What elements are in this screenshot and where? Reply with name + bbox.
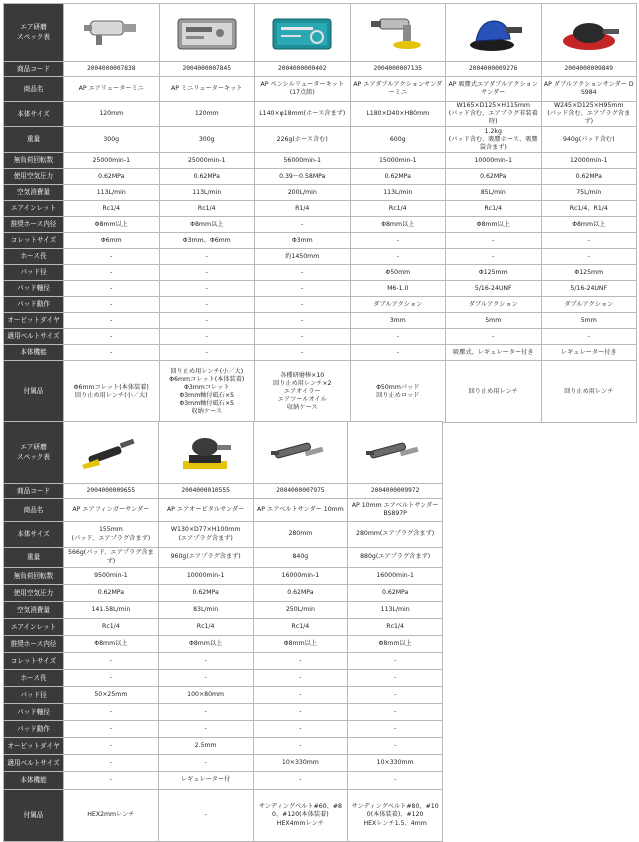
row-label: エアインレット bbox=[4, 201, 64, 217]
table-cell: 2004000009972 bbox=[348, 484, 443, 499]
table-cell: 566g(パッド、エアプラグ含まず) bbox=[64, 548, 159, 568]
table-row bbox=[4, 233, 637, 249]
belt-sander-icon bbox=[350, 431, 440, 475]
table-corner-label: エア研磨 スペック表 bbox=[4, 4, 64, 62]
table-row bbox=[4, 297, 637, 313]
table-cell: - bbox=[255, 281, 351, 297]
table-cell: - bbox=[64, 265, 160, 281]
row-label: 使用空気圧力 bbox=[4, 585, 64, 602]
table-row bbox=[4, 568, 443, 585]
table-cell: - bbox=[158, 755, 253, 772]
table-row bbox=[4, 281, 637, 297]
table-cell: 113L/min bbox=[348, 602, 443, 619]
table-cell: Rc1/4 bbox=[64, 619, 159, 636]
table-cell: 0.62MPa bbox=[64, 585, 159, 602]
row-label: パッド動作 bbox=[4, 721, 64, 738]
table-cell: Rc1/4 bbox=[158, 619, 253, 636]
blue-sander-icon bbox=[448, 11, 539, 55]
table-cell: - bbox=[446, 233, 542, 249]
table-cell: AP エアベルトサンダー 10mm bbox=[253, 499, 348, 522]
table-cell: Rc1/4 bbox=[159, 201, 255, 217]
table-cell: - bbox=[158, 704, 253, 721]
table-cell: 85L/min bbox=[446, 185, 542, 201]
table-cell: 5/16-24UNF bbox=[446, 281, 542, 297]
table-row bbox=[4, 127, 637, 153]
table-cell: - bbox=[64, 670, 159, 687]
table-cell: 0.62MPa bbox=[350, 169, 446, 185]
table-cell: Φ8mm以上 bbox=[541, 217, 637, 233]
table-cell: Φ6mm bbox=[64, 233, 160, 249]
product-image-cell bbox=[255, 4, 351, 62]
table-cell: - bbox=[158, 790, 253, 842]
table-cell: - bbox=[541, 233, 637, 249]
table-cell: Φ8mm以上 bbox=[446, 217, 542, 233]
row-label: 推奨ホース内径 bbox=[4, 217, 64, 233]
row-label: 商品コード bbox=[4, 484, 64, 499]
table-cell: AP ダブルアクションサンダー DS984 bbox=[541, 77, 637, 102]
table-cell: 16000min-1 bbox=[348, 568, 443, 585]
table-cell: 各種研磨棒×10 回り止め用レンチ×2 エアオイラー エアツールオイル 収納ケース bbox=[255, 361, 351, 423]
table-cell: - bbox=[348, 772, 443, 790]
table-cell: 83L/min bbox=[158, 602, 253, 619]
row-label: ホース長 bbox=[4, 249, 64, 265]
table-row bbox=[4, 738, 443, 755]
table-cell: 0.62MPa bbox=[446, 169, 542, 185]
table-cell: Rc1/4 bbox=[446, 201, 542, 217]
row-label: 適用ベルトサイズ bbox=[4, 329, 64, 345]
table-cell: 600g bbox=[350, 127, 446, 153]
table-cell: 5/16-24UNF bbox=[541, 281, 637, 297]
row-label: 商品名 bbox=[4, 499, 64, 522]
belt-sander-icon bbox=[256, 431, 346, 475]
table-cell: 2004000007975 bbox=[253, 484, 348, 499]
row-label: オービットダイヤ bbox=[4, 738, 64, 755]
table-cell: - bbox=[350, 329, 446, 345]
table-row bbox=[4, 548, 443, 568]
table-cell: Φ8mm以上 bbox=[64, 217, 160, 233]
table-cell: 2004000009276 bbox=[446, 62, 542, 77]
table-row bbox=[4, 670, 443, 687]
table-cell: - bbox=[348, 670, 443, 687]
table-row bbox=[4, 217, 637, 233]
table-row bbox=[4, 185, 637, 201]
table-row bbox=[4, 329, 637, 345]
table-cell: - bbox=[348, 738, 443, 755]
product-image-cell bbox=[350, 4, 446, 62]
table-cell: Φ125mm bbox=[541, 265, 637, 281]
table-cell: - bbox=[255, 265, 351, 281]
table-cell: 0.62MPa bbox=[541, 169, 637, 185]
table-cell: - bbox=[159, 329, 255, 345]
row-label: 商品コード bbox=[4, 62, 64, 77]
table-cell: - bbox=[253, 738, 348, 755]
table-cell: Φ8mm以上 bbox=[159, 217, 255, 233]
row-label: 本体サイズ bbox=[4, 522, 64, 548]
table-cell: - bbox=[64, 738, 159, 755]
table-row bbox=[4, 772, 443, 790]
table-row bbox=[4, 585, 443, 602]
table-cell: 2004000000402 bbox=[255, 62, 351, 77]
table-cell: 100×80mm bbox=[158, 687, 253, 704]
die-grinder-icon bbox=[66, 11, 157, 55]
table-cell: 880g(エアプラグ含まず) bbox=[348, 548, 443, 568]
table-cell: 960g(エアプラグ含まず) bbox=[158, 548, 253, 568]
table-cell: - bbox=[159, 297, 255, 313]
table-cell: W245×D125×H95mm (パッド含む、エアプラグ含まず) bbox=[541, 102, 637, 127]
table-cell: 1.2kg (パッド含む、吸塵ホース、吸塵袋含まず) bbox=[446, 127, 542, 153]
table-cell: - bbox=[64, 345, 160, 361]
table-cell: 120mm bbox=[159, 102, 255, 127]
table-cell: - bbox=[541, 329, 637, 345]
product-image-cell bbox=[159, 4, 255, 62]
table-cell: Φ8mm以上 bbox=[158, 636, 253, 653]
table-cell: Φ8mm以上 bbox=[253, 636, 348, 653]
table-cell: - bbox=[255, 329, 351, 345]
table-cell: - bbox=[253, 704, 348, 721]
table-cell: 2004000007135 bbox=[350, 62, 446, 77]
product-image-cell bbox=[348, 422, 443, 484]
pencil-kit-icon bbox=[257, 11, 348, 55]
table-cell: AP エアリューターミニ bbox=[64, 77, 160, 102]
table-cell: 2004000009655 bbox=[64, 484, 159, 499]
table-row bbox=[4, 619, 443, 636]
table-cell: Rc1/4 bbox=[350, 201, 446, 217]
table-cell: 5mm bbox=[541, 313, 637, 329]
table-row bbox=[4, 62, 637, 77]
table-cell: 280mm bbox=[253, 522, 348, 548]
table-row bbox=[4, 484, 443, 499]
table-cell: - bbox=[64, 772, 159, 790]
row-label: エアインレット bbox=[4, 619, 64, 636]
table-row bbox=[4, 755, 443, 772]
table-cell: Rc1/4 bbox=[348, 619, 443, 636]
table-cell: 10000min-1 bbox=[158, 568, 253, 585]
product-image-cell bbox=[64, 422, 159, 484]
table-row bbox=[4, 169, 637, 185]
row-label: 本体機能 bbox=[4, 345, 64, 361]
table-cell: 2004000007845 bbox=[159, 62, 255, 77]
table-cell: 12000min-1 bbox=[541, 153, 637, 169]
table-cell: Rc1/4 bbox=[64, 201, 160, 217]
table-cell: 15000min-1 bbox=[350, 153, 446, 169]
red-sander-icon bbox=[544, 11, 635, 55]
table-cell: Φ3mm、Φ6mm bbox=[159, 233, 255, 249]
table-cell: - bbox=[64, 281, 160, 297]
product-image-cell bbox=[253, 422, 348, 484]
spec-table-2 bbox=[3, 421, 443, 842]
table-cell: L140×φ18mm(ホース含まず) bbox=[255, 102, 351, 127]
table-cell: - bbox=[255, 313, 351, 329]
table-cell: Φ50mm bbox=[350, 265, 446, 281]
table-cell: 75L/min bbox=[541, 185, 637, 201]
table-cell: 300g bbox=[159, 127, 255, 153]
table-row bbox=[4, 249, 637, 265]
table-row bbox=[4, 522, 443, 548]
table-cell: ダブルアクション bbox=[541, 297, 637, 313]
table-cell: 0.62MPa bbox=[253, 585, 348, 602]
table-row bbox=[4, 499, 443, 522]
table-row bbox=[4, 790, 443, 842]
table-row bbox=[4, 602, 443, 619]
table-cell: W165×D125×H115mm (パッド含む、エアプラグ非装着時) bbox=[446, 102, 542, 127]
table-cell: 5mm bbox=[446, 313, 542, 329]
row-label: パッド径 bbox=[4, 265, 64, 281]
table-cell: Φ3mm bbox=[255, 233, 351, 249]
row-label: パッド径 bbox=[4, 687, 64, 704]
row-label: 商品名 bbox=[4, 77, 64, 102]
table-cell: - bbox=[253, 653, 348, 670]
table-cell: 10×330mm bbox=[253, 755, 348, 772]
row-label: 空気消費量 bbox=[4, 185, 64, 201]
table-cell: 250L/min bbox=[253, 602, 348, 619]
table-row bbox=[4, 721, 443, 738]
table-cell: 2004000007838 bbox=[64, 62, 160, 77]
table-cell: - bbox=[253, 687, 348, 704]
table-cell: Φ8mm以上 bbox=[350, 217, 446, 233]
table-cell: 155mm (パッド、エアプラグ含まず) bbox=[64, 522, 159, 548]
row-label: ホース長 bbox=[4, 670, 64, 687]
table-cell: 113L/min bbox=[159, 185, 255, 201]
table-cell: 300g bbox=[64, 127, 160, 153]
table-cell: Φ125mm bbox=[446, 265, 542, 281]
table-cell: - bbox=[350, 249, 446, 265]
table-cell: - bbox=[255, 297, 351, 313]
table-cell: 200L/min bbox=[255, 185, 351, 201]
table-cell: AP エアフィンガーサンダー bbox=[64, 499, 159, 522]
table-cell: - bbox=[255, 345, 351, 361]
table-cell: ダブルアクション bbox=[350, 297, 446, 313]
table-cell: - bbox=[64, 755, 159, 772]
row-label: 付属品 bbox=[4, 361, 64, 423]
table-cell: AP ペンシルリューターキット (17点組) bbox=[255, 77, 351, 102]
image-row bbox=[4, 4, 637, 62]
row-label: パッド軸径 bbox=[4, 704, 64, 721]
table-cell: 回り止め用レンチ(小／大) Φ6mmコレット(本体装着) Φ3mmコレット Φ3mm軸付砥石×5 Φ3mm軸付砥石×5 収納ケース bbox=[159, 361, 255, 423]
table-cell: AP ミニリューターキット bbox=[159, 77, 255, 102]
table-cell: 10000min-1 bbox=[446, 153, 542, 169]
table-cell: 50×25mm bbox=[64, 687, 159, 704]
table-row bbox=[4, 345, 637, 361]
table-cell: - bbox=[350, 233, 446, 249]
row-label: 重量 bbox=[4, 548, 64, 568]
table-cell: 940g(パッド含む) bbox=[541, 127, 637, 153]
table-cell: 56000min-1 bbox=[255, 153, 351, 169]
table-cell: 120mm bbox=[64, 102, 160, 127]
row-label: コレットサイズ bbox=[4, 233, 64, 249]
product-image-cell bbox=[446, 4, 542, 62]
table-cell: - bbox=[64, 704, 159, 721]
table-cell: AP 吸塵式エアダブルアクションサンダー bbox=[446, 77, 542, 102]
table-cell: 0.62MPa bbox=[64, 169, 160, 185]
table-row bbox=[4, 653, 443, 670]
table-row bbox=[4, 153, 637, 169]
table-cell: 141.58L/min bbox=[64, 602, 159, 619]
table-cell: 回り止め用レンチ bbox=[446, 361, 542, 423]
table-cell: - bbox=[255, 217, 351, 233]
table-corner-label: エア研磨 スペック表 bbox=[4, 422, 64, 484]
table-cell: - bbox=[159, 265, 255, 281]
table-cell: 0.62MPa bbox=[159, 169, 255, 185]
table-cell: - bbox=[348, 653, 443, 670]
table-cell: M6-1.0 bbox=[350, 281, 446, 297]
row-label: 本体機能 bbox=[4, 772, 64, 790]
table-cell: - bbox=[64, 313, 160, 329]
table-cell: - bbox=[541, 249, 637, 265]
table-cell: 16000min-1 bbox=[253, 568, 348, 585]
table-cell: 0.62MPa bbox=[158, 585, 253, 602]
finger-sander-icon bbox=[66, 431, 156, 475]
table-cell: 280mm(エアプラグ含まず) bbox=[348, 522, 443, 548]
table-cell: 吸塵式、レギュレーター付き bbox=[446, 345, 542, 361]
table-row bbox=[4, 313, 637, 329]
row-label: オービットダイヤ bbox=[4, 313, 64, 329]
table-cell: 回り止め用レンチ bbox=[541, 361, 637, 423]
table-cell: - bbox=[158, 653, 253, 670]
table-cell: 2004000009849 bbox=[541, 62, 637, 77]
table-row bbox=[4, 361, 637, 423]
table-row bbox=[4, 77, 637, 102]
table-cell: Φ8mm以上 bbox=[348, 636, 443, 653]
table-cell: - bbox=[64, 653, 159, 670]
table-cell: Φ8mm以上 bbox=[64, 636, 159, 653]
table-cell: 113L/min bbox=[64, 185, 160, 201]
table-cell: - bbox=[159, 249, 255, 265]
table-cell: 840g bbox=[253, 548, 348, 568]
table-cell: 25000min-1 bbox=[159, 153, 255, 169]
table-cell: - bbox=[64, 249, 160, 265]
row-label: 無負荷回転数 bbox=[4, 568, 64, 585]
table-cell: - bbox=[159, 345, 255, 361]
table-cell: レギュレーター付 bbox=[158, 772, 253, 790]
table-cell: AP 10mm エアベルトサンダー BS897P bbox=[348, 499, 443, 522]
table-cell: レギュレーター付き bbox=[541, 345, 637, 361]
table-cell: - bbox=[64, 297, 160, 313]
table-cell: Φ50mmパッド 回り止めロッド bbox=[350, 361, 446, 423]
table-cell: - bbox=[446, 249, 542, 265]
table-cell: - bbox=[253, 721, 348, 738]
product-image-cell bbox=[158, 422, 253, 484]
table-cell: - bbox=[159, 313, 255, 329]
table-cell: L180×D40×H80mm bbox=[350, 102, 446, 127]
table-cell: 3mm bbox=[350, 313, 446, 329]
product-image-cell bbox=[541, 4, 637, 62]
table-cell: - bbox=[350, 345, 446, 361]
table-cell: 113L/min bbox=[350, 185, 446, 201]
spec-table-1 bbox=[3, 3, 637, 423]
table-cell: 2.5mm bbox=[158, 738, 253, 755]
table-cell: 10×330mm bbox=[348, 755, 443, 772]
table-cell: - bbox=[253, 772, 348, 790]
table-cell: - bbox=[348, 687, 443, 704]
row-label: 適用ベルトサイズ bbox=[4, 755, 64, 772]
table-row bbox=[4, 704, 443, 721]
table-cell: ダブルアクション bbox=[446, 297, 542, 313]
row-label: 推奨ホース内径 bbox=[4, 636, 64, 653]
orbital-sander-icon bbox=[161, 431, 251, 475]
table-cell: - bbox=[158, 670, 253, 687]
row-label: 空気消費量 bbox=[4, 602, 64, 619]
table-cell: サンディングベルト#80、#100(本体装着)、#120 HEXレンチ1.5、4mm bbox=[348, 790, 443, 842]
row-label: 重量 bbox=[4, 127, 64, 153]
table-cell: W130×D77×H100mm (エアプラグ含まず) bbox=[158, 522, 253, 548]
table-cell: - bbox=[159, 281, 255, 297]
table-cell: 226g(ホース含む) bbox=[255, 127, 351, 153]
table-cell: AP エアダブルアクションサンダーミニ bbox=[350, 77, 446, 102]
table-cell: - bbox=[253, 670, 348, 687]
table-cell: Rc1/4、R1/4 bbox=[541, 201, 637, 217]
table-cell: - bbox=[446, 329, 542, 345]
table-cell: Φ6mmコレット(本体装着) 回り止め用レンチ(小／大) bbox=[64, 361, 160, 423]
table-cell: 0.39〜0.58MPa bbox=[255, 169, 351, 185]
table-cell: サンディングベルト#60、#80、#120(本体装着) HEX4mmレンチ bbox=[253, 790, 348, 842]
row-label: パッド動作 bbox=[4, 297, 64, 313]
table-cell: - bbox=[348, 721, 443, 738]
table-cell: AP エアオービタルサンダー bbox=[158, 499, 253, 522]
table-cell: 0.62MPa bbox=[348, 585, 443, 602]
angle-sander-icon bbox=[353, 11, 444, 55]
table-cell: - bbox=[64, 329, 160, 345]
table-cell: 9500min-1 bbox=[64, 568, 159, 585]
table-cell: R1/4 bbox=[255, 201, 351, 217]
row-label: コレットサイズ bbox=[4, 653, 64, 670]
row-label: 使用空気圧力 bbox=[4, 169, 64, 185]
product-image-cell bbox=[64, 4, 160, 62]
row-label: 無負荷回転数 bbox=[4, 153, 64, 169]
table-cell: 2004000010555 bbox=[158, 484, 253, 499]
case-kit-icon bbox=[162, 11, 253, 55]
table-row bbox=[4, 102, 637, 127]
table-cell: - bbox=[64, 721, 159, 738]
image-row bbox=[4, 422, 443, 484]
table-row bbox=[4, 265, 637, 281]
table-cell: 25000min-1 bbox=[64, 153, 160, 169]
table-cell: HEX2mmレンチ bbox=[64, 790, 159, 842]
row-label: パッド軸径 bbox=[4, 281, 64, 297]
table-row bbox=[4, 201, 637, 217]
table-cell: - bbox=[348, 704, 443, 721]
row-label: 付属品 bbox=[4, 790, 64, 842]
table-cell: Rc1/4 bbox=[253, 619, 348, 636]
row-label: 本体サイズ bbox=[4, 102, 64, 127]
table-cell: 約1450mm bbox=[255, 249, 351, 265]
table-cell: - bbox=[158, 721, 253, 738]
table-row bbox=[4, 687, 443, 704]
table-row bbox=[4, 636, 443, 653]
